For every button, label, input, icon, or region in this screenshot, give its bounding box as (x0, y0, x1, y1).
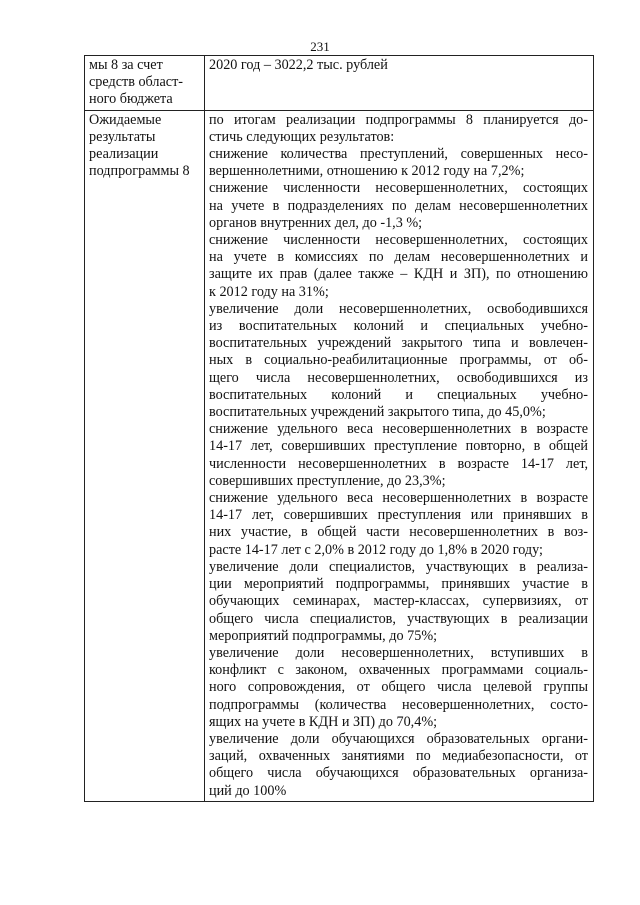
results-text-cell (205, 110, 594, 801)
label-line: результаты (89, 128, 156, 145)
text-line: обучающих семинарах, мастер-классах, супервизиях, от (209, 593, 588, 610)
text-line: увеличение доли специалистов, участвующих в реализа- (209, 558, 588, 575)
label-line: реализации (89, 146, 159, 163)
results-text-lines (209, 112, 588, 800)
text-line: снижение удельного веса несовершеннолетних в возрасте (209, 490, 588, 507)
text-line: ций до 100% (209, 782, 287, 799)
text-line: увеличение доли обучающихся образовательных органи- (209, 730, 588, 747)
text-line: ции мероприятий подпрограммы, принявших участие в (209, 576, 588, 593)
text-line: совершивших преступление, до 23,3%; (209, 472, 446, 489)
text-line: конфликт с законом, охваченных программами социаль- (209, 662, 588, 679)
text-line: защите их прав (далее также – КДН и ЗП), по отношению (209, 266, 588, 283)
results-label-lines (89, 112, 199, 181)
text-line: органов внутренних дел, до -1,3 %; (209, 214, 423, 231)
text-line: ных в социально-реабилитационные программы, от об- (209, 352, 588, 369)
text-line: 14-17 лет, совершивших преступление повторно, в общей (209, 438, 588, 455)
text-line: воспитательных учреждений закрытого типа, до 45,0%; (209, 404, 546, 421)
text-line: воспитательных учреждений закрытого типа и вовлечен- (209, 335, 588, 352)
text-line: мероприятий подпрограммы, до 75%; (209, 627, 438, 644)
text-line: увеличение доли несовершеннолетних, вступивших в (209, 644, 588, 661)
label-line: мы 8 за счет (89, 57, 163, 73)
text-line: на учете в подразделениях по делам несовершеннолетних (209, 197, 588, 214)
text-line: расте 14-17 лет с 2,0% в 2012 году до 1,8% в 2020 году; (209, 541, 543, 558)
text-line: заций, охваченных занятиями по медиабезопасности, от (209, 748, 588, 765)
text-line: снижение количества преступлений, совершенных несо- (209, 146, 588, 163)
budget-value-cell (205, 56, 594, 111)
program-table (84, 55, 594, 802)
text-line: щего числа несовершеннолетних, освободившихся из (209, 369, 588, 386)
budget-label-lines (89, 57, 199, 109)
program-table-body (85, 56, 594, 802)
text-line: численности несовершеннолетних в возрасте 14-17 лет, (209, 455, 588, 472)
results-label-cell (85, 110, 205, 801)
text-line: снижение удельного веса несовершеннолетних в возрасте (209, 421, 588, 438)
text-line: по итогам реализации подпрограммы 8 планируется до- (209, 111, 588, 128)
label-line: подпрограммы 8 (89, 163, 190, 180)
budget-label-cell (85, 56, 205, 111)
text-line: них участие, в общей части несовершеннолетних в воз- (209, 524, 588, 541)
text-line: воспитательных колоний и специальных учебно- (209, 386, 588, 403)
text-line: 14-17 лет, совершивших преступления или принявших в (209, 507, 588, 524)
text-line: общего числа специалистов, участвующих в реализации (209, 610, 588, 627)
text-line: вершеннолетними, отношению к 2012 году на 7,2%; (209, 163, 525, 180)
text-line: общего числа обучающихся образовательных организа- (209, 765, 588, 782)
text-line: снижение численности несовершеннолетних, состоящих (209, 232, 588, 249)
text-line: 2020 год – 3022,2 тыс. рублей (209, 57, 388, 73)
text-line: из воспитательных колоний и специальных учебно- (209, 318, 588, 335)
label-line: средств област- (89, 74, 184, 91)
table-row-budget (85, 56, 594, 111)
text-line: ного сопровождения, от общего числа целевой группы (209, 679, 588, 696)
text-line: увеличение доли несовершеннолетних, освободившихся (209, 300, 588, 317)
budget-value-lines (209, 57, 588, 74)
text-line: ящих на учете в КДН и ЗП) до 70,4%; (209, 713, 438, 730)
label-line: ного бюджета (89, 91, 173, 108)
text-line: подпрограммы (количества несовершеннолетних, состо- (209, 696, 588, 713)
table-row-expected-results (85, 110, 594, 801)
text-line: на учете в комиссиях по делам несовершеннолетних и (209, 249, 588, 266)
page-number: 231 (310, 39, 330, 54)
text-line: к 2012 году на 31%; (209, 283, 329, 300)
label-line: Ожидаемые (89, 111, 162, 128)
text-line: стичь следующих результатов: (209, 128, 395, 145)
text-line: снижение численности несовершеннолетних, состоящих (209, 180, 588, 197)
